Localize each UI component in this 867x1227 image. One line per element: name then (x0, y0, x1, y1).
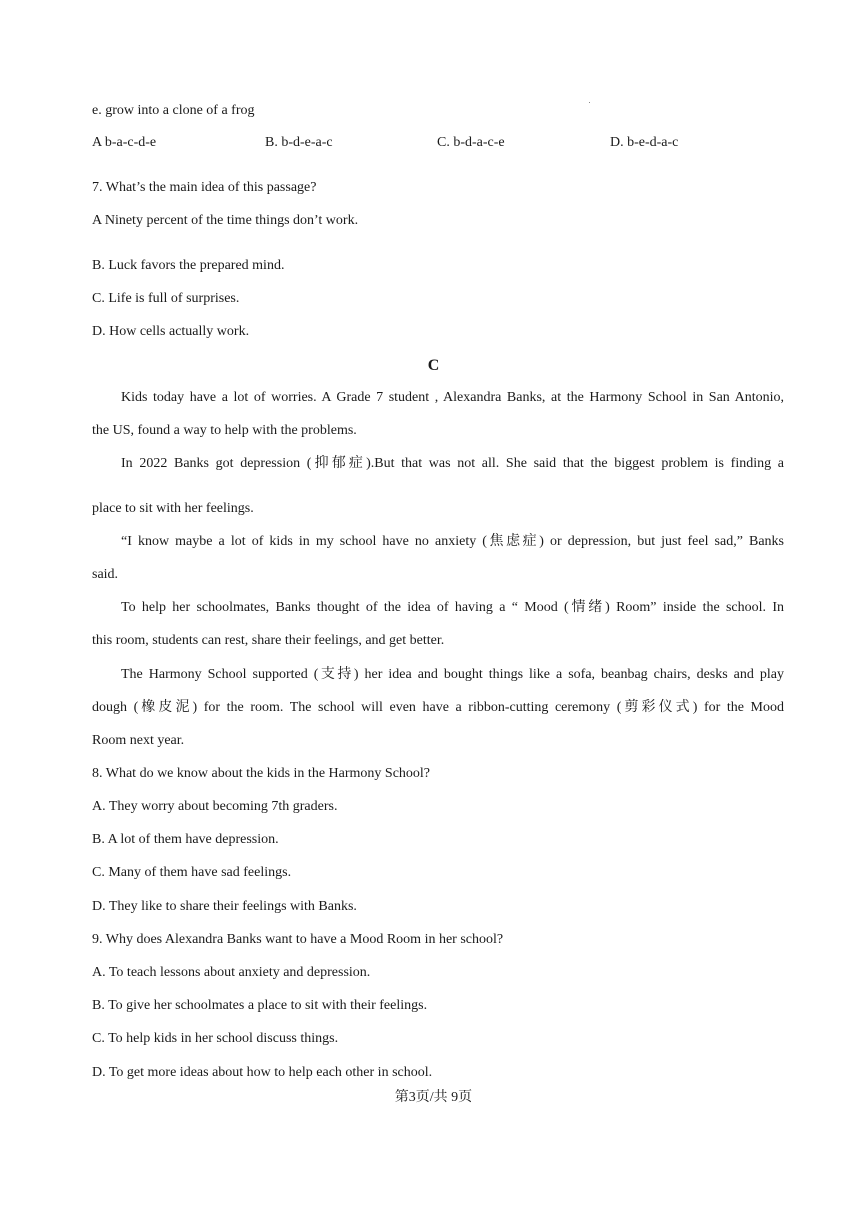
q8-option-a: A. They worry about becoming 7th graders. (92, 799, 338, 814)
q8-option-b: B. A lot of them have depression. (92, 832, 279, 847)
q7-option-d: D. How cells actually work. (92, 324, 250, 339)
p1-line-1: Kids today have a lot of worries. A Grade 7 student , Alexandra Banks, at the Harmony School in San Antonio, (121, 390, 784, 405)
q8-option-c: C. Many of them have sad feelings. (92, 865, 292, 880)
q9-question: 9. Why does Alexandra Banks want to have a Mood Room in her school? (92, 932, 504, 947)
q7-option-c: C. Life is full of surprises. (92, 291, 240, 306)
q8-question: 8. What do we know about the kids in the Harmony School? (92, 766, 431, 781)
p3-line-1: “I know maybe a lot of kids in my school have no anxiety (焦虑症) or depression, but just feel sad,” Banks (121, 534, 784, 549)
p5-line-1: The Harmony School supported (支持) her idea and bought things like a sofa, beanbag chairs, desks and play (121, 667, 784, 682)
q8-option-d: D. They like to share their feelings with Banks. (92, 899, 357, 914)
p2-line-1: In 2022 Banks got depression (抑郁症).But that was not all. She said that the biggest problem is finding a (121, 456, 784, 471)
p2-line-2: place to sit with her feelings. (92, 501, 254, 516)
q7-option-a: A Ninety percent of the time things don’t work. (92, 213, 359, 228)
q6-option-a: A b-a-c-d-e (92, 135, 157, 150)
q6-option-b: B. b-d-e-a-c (265, 135, 333, 150)
q6-options-row (92, 134, 792, 152)
p4-line-1: To help her schoolmates, Banks thought of the idea of having a “ Mood (情绪) Room” inside the school. In (121, 600, 784, 615)
scan-speck (589, 102, 590, 103)
q9-option-d: D. To get more ideas about how to help each other in school. (92, 1065, 433, 1080)
prev-option-e: e. grow into a clone of a frog (92, 103, 255, 118)
q6-option-c: C. b-d-a-c-e (437, 135, 505, 150)
p5-line-3: Room next year. (92, 733, 185, 748)
page-number: 第3页/共 9页 (394, 1090, 473, 1105)
section-c-title: C (427, 357, 440, 374)
q7-question: 7. What’s the main idea of this passage? (92, 180, 317, 195)
q7-option-b: B. Luck favors the prepared mind. (92, 258, 285, 273)
p1-line-2: the US, found a way to help with the problems. (92, 423, 357, 438)
q9-option-a: A. To teach lessons about anxiety and depression. (92, 965, 371, 980)
q9-option-b: B. To give her schoolmates a place to sit with their feelings. (92, 998, 428, 1013)
p5-line-2: dough (橡皮泥) for the room. The school will even have a ribbon-cutting ceremony (剪彩仪式) for the Mood (92, 700, 784, 715)
q9-option-c: C. To help kids in her school discuss things. (92, 1031, 339, 1046)
p4-line-2: this room, students can rest, share their feelings, and get better. (92, 633, 445, 648)
q6-option-d: D. b-e-d-a-c (610, 135, 679, 150)
p3-line-2: said. (92, 567, 119, 582)
